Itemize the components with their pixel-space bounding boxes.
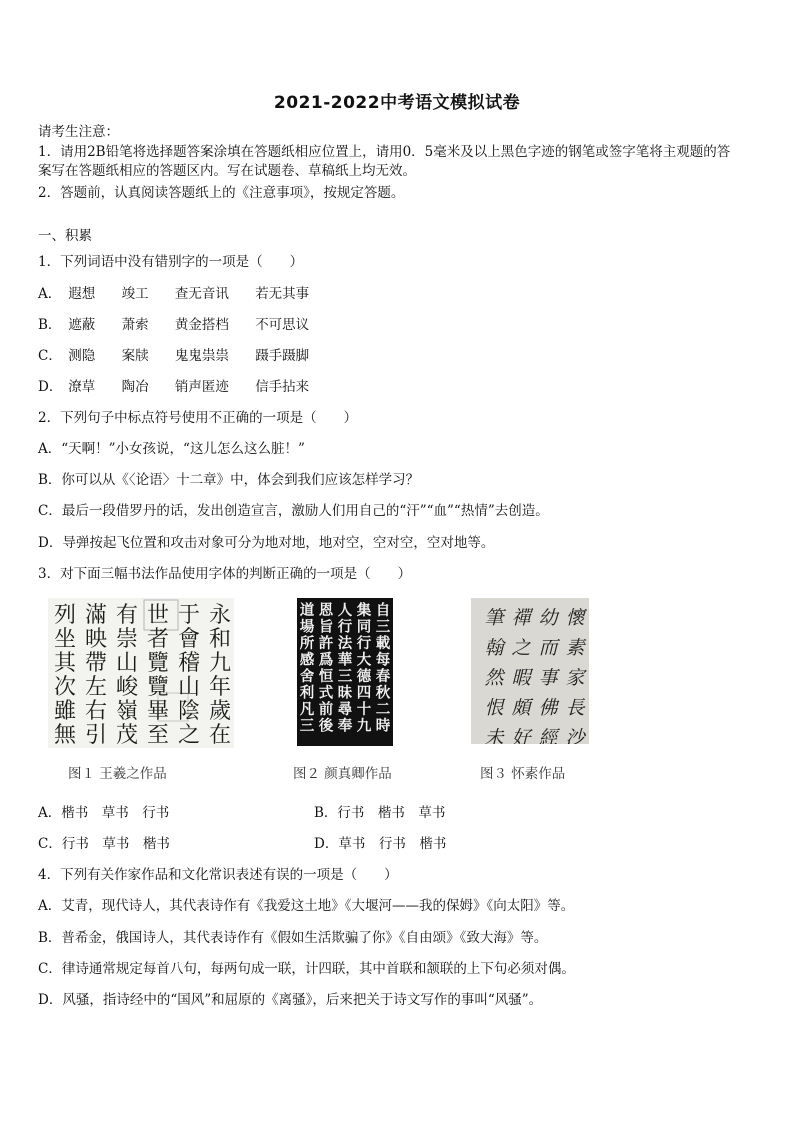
calligraphy-character: 秋 (375, 684, 391, 702)
word: 黄金搭档 (174, 317, 229, 333)
calligraphy-character: 坐 (53, 627, 77, 652)
calligraphy-character: 茂 (115, 723, 139, 748)
calligraphy-character: 許 (318, 635, 334, 652)
calligraphy-character: 至 (146, 723, 170, 748)
calligraphy-character: 二 (375, 701, 391, 718)
calligraphy-character: 嶺 (115, 699, 139, 724)
word: 蹑手蹑脚 (255, 348, 310, 364)
calligraphy-character: 尋 (337, 701, 353, 718)
option-letter: C． (38, 348, 62, 364)
q4-option-a: A．艾青，现代诗人，其代表诗作有《我爱这土地》《大堰河——我的保姆》《向太阳》等。 (38, 898, 575, 914)
calligraphy-character: 法 (337, 635, 353, 652)
calligraphy-character: 崇 (115, 627, 139, 652)
calligraphy-character: 帶 (84, 651, 108, 676)
calligraphy-character: 後 (318, 717, 334, 735)
word: 陶冶 (121, 379, 149, 395)
calligraphy-character: 然 (484, 667, 504, 689)
figure-3-calligraphy (471, 598, 589, 744)
figure-2-calligraphy (297, 598, 393, 746)
notice-heading: 请考生注意： (38, 124, 119, 140)
calligraphy-character: 華 (337, 651, 353, 669)
calligraphy-character: 奉 (337, 717, 353, 735)
word: 潦草 (68, 379, 96, 395)
word: 销声匿迹 (174, 379, 229, 395)
calligraphy-character: 九 (356, 717, 372, 735)
calligraphy-character: 在 (208, 723, 232, 748)
calligraphy-character: 載 (375, 635, 391, 652)
calligraphy-character: 每 (375, 651, 391, 669)
calligraphy-character: 九 (208, 651, 232, 676)
calligraphy-character: 雖 (53, 699, 77, 724)
q3-option-a: A．楷书 草书 行书 (38, 805, 170, 821)
calligraphy-character: 自 (375, 602, 391, 619)
calligraphy-character: 大 (356, 651, 372, 669)
word: 不可思议 (255, 317, 310, 333)
calligraphy-character: 頗 (511, 697, 531, 719)
calligraphy-character: 未 (484, 727, 504, 744)
q4-option-b: B．普希金，俄国诗人，其代表诗作有《假如生活欺骗了你》《自由颂》《致大海》等。 (38, 930, 548, 946)
calligraphy-character: 舍 (299, 668, 315, 685)
calligraphy-character: 暇 (511, 667, 531, 689)
notice-item-1-line-2: 案写在答题纸相应的答题区内。写在试题卷、草稿纸上均无效。 (38, 163, 416, 179)
huai-su-image (471, 598, 589, 744)
calligraphy-character: 永 (208, 603, 232, 628)
question-2-stem: 2．下列句子中标点符号使用不正确的一项是（ ） (38, 410, 358, 426)
calligraphy-character: 無 (53, 723, 77, 748)
calligraphy-character: 所 (299, 635, 315, 652)
word: 竣工 (121, 286, 149, 302)
calligraphy-character: 感 (299, 651, 315, 669)
figure-3-caption: 图３ 怀素作品 (480, 766, 566, 782)
calligraphy-character: 禪 (511, 607, 531, 629)
calligraphy-character: 之 (177, 723, 201, 748)
calligraphy-character: 于 (177, 603, 201, 628)
calligraphy-character: 家 (565, 667, 585, 689)
q2-option-d: D．导弹按起飞位置和攻击对象可分为地对地，地对空，空对空，空对地等。 (38, 535, 495, 551)
calligraphy-character: 峻 (115, 675, 139, 700)
calligraphy-character: 恩 (318, 602, 334, 619)
q2-option-c: C．最后一段借罗丹的话，发出创造宣言，激励人们用自己的“汗”“血”“热情”去创造。 (38, 503, 549, 519)
calligraphy-character: 山 (115, 651, 139, 676)
calligraphy-character: 有 (115, 603, 139, 628)
calligraphy-character: 年 (208, 675, 232, 700)
word: 遮蔽 (68, 317, 96, 333)
calligraphy-character: 恒 (318, 668, 334, 685)
question-1-stem: 1．下列词语中没有错别字的一项是（ ） (38, 254, 304, 270)
calligraphy-character: 會 (177, 627, 201, 652)
calligraphy-character: 歲 (208, 699, 232, 724)
word: 萧索 (121, 317, 149, 333)
calligraphy-character: 而 (538, 637, 558, 659)
q4-option-d: D．风骚，指诗经中的“国风”和屈原的《离骚》，后来把关于诗文写作的事叫“风骚”。 (38, 992, 543, 1008)
calligraphy-character: 世 (146, 603, 170, 628)
figure-2-caption: 图２ 颜真卿作品 (293, 766, 392, 782)
calligraphy-character: 同 (356, 618, 372, 636)
figure-1-caption: 图１ 王羲之作品 (68, 766, 167, 782)
calligraphy-character: 映 (84, 627, 108, 652)
calligraphy-character: 沙 (565, 727, 585, 744)
calligraphy-character: 滿 (84, 603, 108, 628)
word: 查无音讯 (174, 286, 229, 302)
q2-option-b: B．你可以从《〈论语〉十二章》中，体会到我们应该怎样学习？ (38, 472, 420, 488)
notice-item-2: 2．答题前，认真阅读答题纸上的《注意事项》，按规定答题。 (38, 185, 405, 201)
calligraphy-character: 時 (375, 717, 391, 735)
calligraphy-character: 畢 (146, 699, 170, 724)
calligraphy-character: 行 (356, 635, 372, 652)
calligraphy-character: 三 (375, 618, 391, 636)
calligraphy-character: 懷 (565, 607, 585, 629)
calligraphy-character: 三 (299, 717, 315, 735)
q1-option-c (38, 344, 331, 364)
calligraphy-character: 其 (53, 651, 77, 676)
calligraphy-character: 陰 (177, 699, 201, 724)
word: 测隐 (68, 348, 96, 364)
calligraphy-character: 覽 (146, 651, 170, 676)
calligraphy-character: 引 (84, 723, 108, 748)
option-letter: A． (38, 286, 62, 302)
calligraphy-character: 之 (511, 637, 531, 659)
calligraphy-character: 十 (356, 701, 372, 718)
word: 鬼鬼祟祟 (174, 348, 229, 364)
wang-xizhi-image (48, 598, 234, 748)
calligraphy-character: 山 (177, 675, 201, 700)
calligraphy-character: 凡 (299, 701, 315, 718)
calligraphy-character: 筆 (484, 607, 504, 629)
calligraphy-character: 右 (84, 699, 108, 724)
word: 信手拈来 (255, 379, 310, 395)
calligraphy-character: 三 (337, 668, 353, 685)
calligraphy-character: 長 (565, 697, 585, 719)
calligraphy-character: 者 (146, 627, 170, 652)
calligraphy-character: 好 (511, 727, 531, 744)
calligraphy-character: 左 (84, 675, 108, 700)
calligraphy-character: 列 (53, 603, 77, 628)
calligraphy-character: 利 (299, 684, 315, 702)
q2-option-a: A．“天啊！”小女孩说，“这儿怎么这么脏！” (38, 441, 305, 457)
question-4-stem: 4．下列有关作家作品和文化常识表述有误的一项是（ ） (38, 867, 398, 883)
option-letter: B． (38, 317, 62, 333)
notice-item-1-line-1: 1．请用2B铅笔将选择题答案涂填在答题纸相应位置上，请用0．5毫米及以上黑色字迹的钢笔或签字笔将主观题的答 (38, 144, 731, 160)
calligraphy-character: 素 (565, 637, 585, 659)
calligraphy-character: 翰 (484, 637, 504, 659)
q3-option-b: B．行书 楷书 草书 (314, 805, 446, 821)
q1-option-a (38, 282, 331, 302)
calligraphy-character: 前 (318, 701, 334, 718)
calligraphy-character: 集 (356, 602, 372, 619)
calligraphy-character: 場 (299, 618, 315, 636)
section-heading: 一、积累 (38, 228, 92, 244)
q3-option-d: D．草书 行书 楷书 (314, 836, 447, 852)
q3-option-c: C．行书 草书 楷书 (38, 836, 170, 852)
q1-option-b (38, 313, 331, 333)
calligraphy-character: 稽 (177, 651, 201, 676)
word: 遐想 (68, 286, 96, 302)
calligraphy-character: 德 (356, 668, 372, 685)
calligraphy-character: 幼 (538, 607, 558, 629)
figure-1-calligraphy (48, 598, 234, 748)
option-letter: D． (38, 379, 63, 395)
calligraphy-character: 覽 (146, 675, 170, 700)
calligraphy-character: 和 (208, 627, 232, 652)
calligraphy-character: 事 (538, 667, 558, 689)
calligraphy-character: 經 (538, 727, 558, 744)
question-3-stem: 3．对下面三幅书法作品使用字体的判断正确的一项是（ ） (38, 566, 412, 582)
page-title: 2021-2022中考语文模拟试卷 (273, 93, 521, 113)
calligraphy-character: 恨 (484, 697, 504, 719)
calligraphy-character: 人 (337, 602, 353, 619)
calligraphy-character: 四 (356, 684, 372, 702)
q4-option-c: C．律诗通常规定每首八句，每两句成一联，计四联，其中首联和颔联的上下句必须对偶。 (38, 961, 575, 977)
word: 若无其事 (255, 286, 310, 302)
calligraphy-character: 昧 (337, 684, 353, 702)
calligraphy-character: 行 (337, 618, 353, 636)
calligraphy-character: 旨 (318, 618, 334, 636)
calligraphy-character: 式 (318, 684, 334, 702)
calligraphy-character: 道 (299, 602, 315, 619)
word: 案牍 (121, 348, 149, 364)
q1-option-d (38, 375, 331, 395)
calligraphy-character: 次 (53, 675, 77, 700)
yan-zhenqing-image (297, 598, 393, 746)
calligraphy-character: 爲 (318, 651, 334, 669)
calligraphy-character: 春 (375, 668, 391, 685)
calligraphy-character: 佛 (538, 697, 558, 719)
